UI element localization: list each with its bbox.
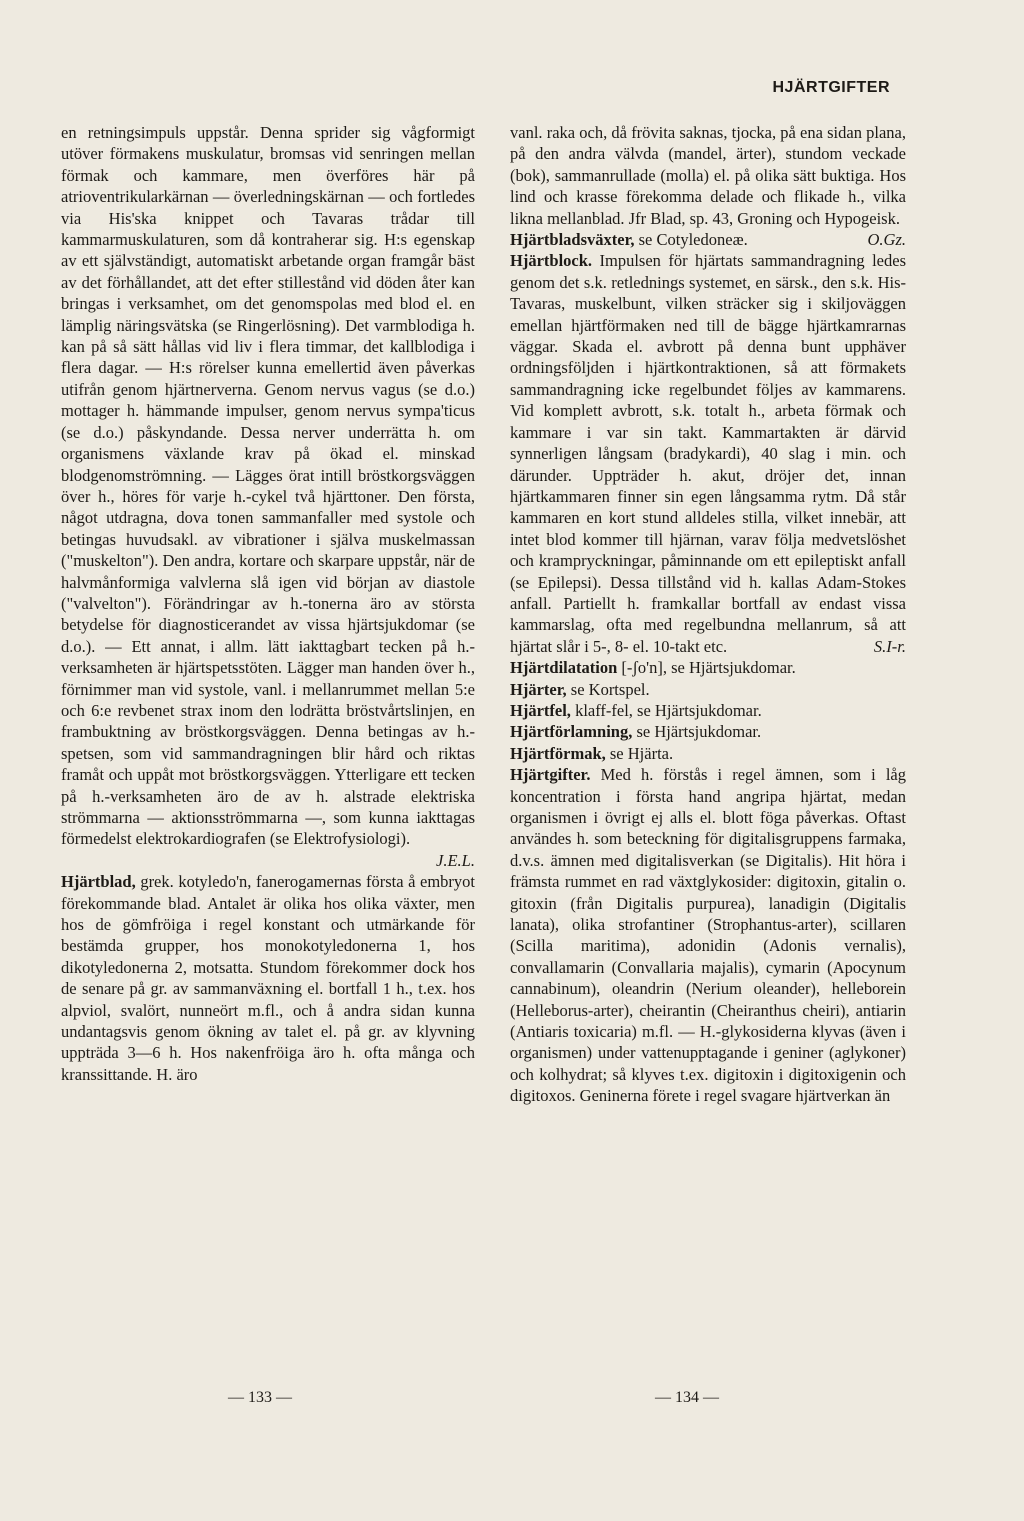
entry-term: Hjärtförmak, (510, 743, 606, 763)
entry-hjarter (510, 679, 906, 700)
entry-hjartblad (61, 871, 475, 1085)
right-column (510, 122, 906, 1107)
entry-term: Hjärtblock. (510, 251, 593, 271)
entry-term: Hjärtgifter. (510, 765, 591, 785)
author-signature: S.I-r. (873, 636, 906, 656)
page-number-left: — 133 — (228, 1389, 292, 1406)
entry-hjartformak (510, 743, 906, 764)
entry-text: klaff-fel, se Hjärtsjukdomar. (575, 700, 762, 720)
entry-text: se Hjärtsjukdomar. (636, 722, 762, 742)
entry-hjartfel (510, 700, 906, 721)
entry-hjartgifter (510, 764, 906, 1107)
entry-term: Hjärtblad, (61, 872, 136, 892)
page-header: HJÄRTGIFTER (772, 79, 890, 96)
paragraph-text: vanl. raka och, då frövita saknas, tjocka, på ena sidan plana, på den andra välvda (mandel, ärter), stundom veckade (bok), sammanrullade (molla) el. på olika sätt buktiga. Hos lind och krasse förekomma delade och flikade h., vilka likna mellanblad. Jfr Blad, sp. 43, Groning och Hypogeisk. (510, 123, 906, 228)
entry-hjartforlamning (510, 721, 906, 742)
entry-term: Hjärtbladsväxter, (510, 230, 635, 250)
entry-term: Hjärtförlamning, (510, 722, 633, 742)
entry-text: se Hjärta. (609, 743, 674, 763)
page-number-right: — 134 — (655, 1389, 719, 1406)
paragraph-text: en retningsimpuls uppstår. Denna sprider sig vågformigt utöver förmakens muskulatur, bromsas vid senringen mellan förmak och kammare, men överföres här på atrioventrikularkärnan — överledningskärnan — och fortledes via His'ska knippet och Tavaras trådar till kammarmuskulaturen, som då kontraherar sig. H:s egenskap av ett självständigt, automatiskt arbetande organ framgår bäst av det förhållandet, att det efter stillestånd vid döden åter kan bringas i verksamhet, om det genomspolas med blod el. en lämplig näringsvätska (se Ringerlösning). Det varmblodiga h. kan på så sätt hållas vid liv i flera timmar, det kallblodiga i flera dagar. — H:s rörelser kunna emellertid även påverkas utifrån genom hjärtnerverna. Genom nervus vagus (se d.o.) mottager h. hämmande impulser, genom nervus sympa'ticus (se d.o.) påskyndande. Dessa nerver underrätta h. om organismens växlande krav på ökad el. minskad blodgenomströmning. — Lägges örat intill bröstkorgsväggen över h., höres för varje h.-cykel två hjärttoner. Den första, något utdragna, dova tonen sammanfaller med systole och betingas huvudsakl. av vibrationer i själva muskelmassan ("muskelton"). Den andra, kortare och skarpare uppstår, när de halvmånformiga valvlerna slå igen vid början av diastole ("valvelton"). Förändringar av h.-tonerna äro av största betydelse för diagnosticerandet av vissa hjärtsjukdomar (se d.o.). — Ett annat, i allm. lätt iakttagbart tecken på h.-verksamheten är hjärtspetsstöten. Lägger man handen över h., förnimmer man vid systole, vanl. i mellanrummet mellan 5:e och 6:e revbenet strax inom den lodrätta bröstvårtslinjen, en frambuktning av bröstkorgsväggen. Denna betingas av h.-spetsen, som vid sammandragningen blir hård och riktas framåt och uppåt mot bröstkorgsväggen. Ytterligare ett tecken på h.-verksamheten äro de av h. alstrade elektriska strömmarna — aktionsströmmarna —, som kunna iakttagas förmedelst elektrokardiografen (se Elektrofysiologi). (61, 123, 475, 849)
author-signature: J.E.L. (436, 850, 475, 870)
author-signature: O.Gz. (867, 230, 906, 250)
entry-hjartblock (510, 250, 906, 657)
entry-term: Hjärtfel, (510, 700, 571, 720)
entry-text: grek. kotyledo'n, fanerogamernas första å embryot förekommande blad. Antalet är olika hos olika växter, men hos de gömfröiga i regel konstant och utmärkande för bestämda grupper, hos monokotyledonerna 1, hos dikotyledonerna 2, motsatta. Stundom förekommer dock hos de senare på gr. av sammanväxning el. bortfall 1 h., t.ex. hos alpviol, svalört, nunneört m.fl., och å andra sidan kunna undantagsvis genom ökning av talet el. på gr. av klyvning uppträda 3—6 h. Hos nakenfröiga äro h. ofta många och kranssittande. H. äro (61, 872, 475, 1084)
entry-hjartdilatation (510, 657, 906, 678)
entry-text: se Cotyledoneæ. (638, 230, 748, 250)
paragraph (61, 122, 475, 871)
entry-text: se Kortspel. (570, 679, 650, 699)
entry-text: Med h. förstås i regel ämnen, som i låg koncentration i första hand angripa hjärtat, medan organismen i övrigt ej alls el. blott föga påverkas. Oftast användes h. som beteckning för digitalisgruppens farmaka, d.v.s. ämnen med digitalisverkan (se Digitalis). Hit höra i främsta rummet en rad växtglykosider: digitoxin, gitalin o. gitoxin (från Digitalis purpurea), lanadigin (Digitalis lanata), olika strofantiner (Strophantus-arter), scillaren (Scilla maritima), adonidin (Adonis vernalis), convallamarin (Convallaria majalis), cymarin (Apocynum cannabinum), oleandrin (Nerium oleander), helleborein (Helleborus-arter), cheirantin (Cheiranthus cheiri), antiarin (Antiaris toxicaria) m.fl. — H.-glykosiderna klyvas (även i organismen) under vattenupptagande i geniner (aglykoner) och kolhydrat; så klyves t.ex. digitoxin i digitoxigenin och digitoxos. Geninerna förete i regel svagare hjärtverkan än (510, 765, 906, 1106)
entry-term: Hjärter, (510, 679, 567, 699)
left-column (61, 122, 475, 1085)
entry-hjartbladsvaxter (510, 229, 906, 250)
entry-text: Impulsen för hjärtats sammandragning ledes genom det s.k. retlednings systemet, en särsk., den s.k. His-Tavaras, muskelbunt, vilken sträcker sig i skiljoväggen emellan hjärtförmaken ned till de bägge hjärtkamrarnas väggar. Skada el. avbrott på denna bunt upphäver ordningsföljden i hjärtkontraktionen, så att förmakets sammandragning icke regelbundet följes av kammarens. Vid komplett avbrott, s.k. totalt h., arbeta förmak och kammare i var sin takt. Kammartakten är därvid synnerligen långsam (bradykardi), 40 slag i min. och därunder. Uppträder h. akut, dröjer det, innan hjärtkammaren finner sin egen långsamma rytm. Då står kammaren en kort stund alldeles stilla, vilket innebär, att intet blod kommer till hjärnan, varav följa medvetslöshet och krampryckningar, påminnande om ett epileptiskt anfall (se Epilepsi). Dessa tillstånd vid h. kallas Adam-Stokes anfall. Partiellt h. framkallar bortfall av endast vissa kammarslag, ofta med regelbundna mellanrum, så att hjärtat slår i 5-, 8- el. 10-takt etc. (510, 251, 906, 656)
entry-term: Hjärtdilatation (510, 658, 618, 678)
entry-text: [-ʃo'n], se Hjärtsjukdomar. (621, 658, 796, 678)
